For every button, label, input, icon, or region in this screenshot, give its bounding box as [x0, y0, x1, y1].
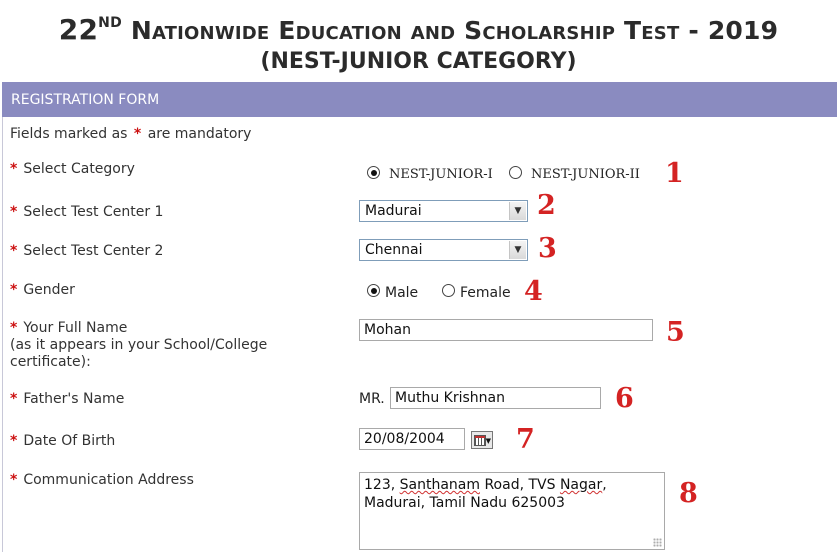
full-name-sublabel-1: (as it appears in your School/College [10, 337, 268, 353]
father-name-prefix: MR. [359, 391, 385, 407]
address-text: , [602, 477, 607, 493]
marker-3: 3 [538, 233, 557, 264]
title-main: Nationwide Education and Scholarship Test - 2019 [130, 16, 779, 45]
mandatory-note-suffix: are mandatory [147, 126, 252, 142]
address-line-1 [364, 476, 660, 494]
marker-5: 5 [666, 317, 685, 348]
mandatory-note [10, 126, 251, 142]
center2-label [10, 243, 163, 259]
page-title [0, 6, 837, 76]
marker-1: 1 [665, 158, 684, 189]
required-star-icon: * [133, 126, 142, 142]
marker-2: 2 [537, 190, 556, 221]
center2-select-value: Chennai [365, 242, 423, 258]
gender-option-male[interactable]: Male [385, 285, 419, 301]
required-star-icon: * [10, 282, 18, 298]
full-name-input[interactable]: Mohan [359, 319, 653, 341]
required-star-icon: * [10, 391, 18, 407]
address-textarea[interactable] [359, 472, 665, 550]
required-star-icon: * [10, 433, 18, 449]
resize-grip-icon[interactable] [653, 538, 662, 547]
required-star-icon: * [10, 161, 18, 177]
center1-label [10, 204, 163, 220]
dob-label-text: Date Of Birth [23, 433, 116, 449]
category-option-junior-1[interactable]: NEST-JUNIOR-I [389, 167, 493, 182]
center2-select[interactable] [359, 239, 528, 261]
father-name-input[interactable]: Muthu Krishnan [390, 387, 601, 409]
address-label [10, 472, 194, 488]
title-number: 22 [58, 13, 99, 46]
caret-down-icon: ▼ [485, 437, 491, 445]
title-subtitle: (NEST-JUNIOR CATEGORY) [260, 49, 577, 74]
category-label [10, 161, 135, 177]
marker-7: 7 [516, 424, 535, 455]
father-name-label [10, 391, 124, 407]
dob-label [10, 433, 115, 449]
center1-select-value: Madurai [365, 203, 422, 219]
gender-label [10, 282, 75, 298]
required-star-icon: * [10, 204, 18, 220]
calendar-icon[interactable] [471, 431, 493, 449]
chevron-down-icon[interactable]: ▼ [509, 202, 526, 220]
gender-label-text: Gender [23, 282, 75, 298]
full-name-sublabel-2: certificate): [10, 354, 91, 370]
center1-select[interactable] [359, 200, 528, 222]
full-name-label [10, 320, 267, 371]
center2-label-text: Select Test Center 2 [23, 243, 164, 259]
gender-option-female[interactable]: Female [460, 285, 511, 301]
full-name-label-text: Your Full Name [23, 320, 128, 336]
category-option-junior-2[interactable]: NEST-JUNIOR-II [531, 167, 640, 182]
father-name-label-text: Father's Name [23, 391, 125, 407]
form-header: REGISTRATION FORM [2, 82, 837, 117]
marker-4: 4 [524, 276, 543, 307]
category-radio-junior-2[interactable] [509, 166, 522, 179]
title-ordinal: ND [98, 15, 122, 31]
calendar-grid-icon [474, 435, 486, 446]
required-star-icon: * [10, 243, 18, 259]
marker-8: 8 [679, 478, 698, 509]
mandatory-note-prefix: Fields marked as [10, 126, 128, 142]
required-star-icon: * [10, 472, 18, 488]
required-star-icon: * [10, 320, 18, 336]
category-radio-junior-1[interactable] [367, 166, 380, 179]
chevron-down-icon[interactable]: ▼ [509, 241, 526, 259]
gender-radio-male[interactable] [367, 284, 380, 297]
address-text: 123, [364, 477, 400, 493]
address-line-2: Madurai, Tamil Nadu 625003 [364, 495, 565, 511]
marker-6: 6 [615, 383, 634, 414]
address-label-text: Communication Address [23, 472, 194, 488]
address-text-spellcheck: Nagar [559, 477, 603, 493]
dob-input[interactable]: 20/08/2004 [359, 428, 465, 450]
category-label-text: Select Category [23, 161, 135, 177]
address-text: Road, TVS [480, 477, 560, 493]
gender-radio-female[interactable] [442, 284, 455, 297]
center1-label-text: Select Test Center 1 [23, 204, 164, 220]
address-text-spellcheck: Santhanam [399, 477, 480, 493]
